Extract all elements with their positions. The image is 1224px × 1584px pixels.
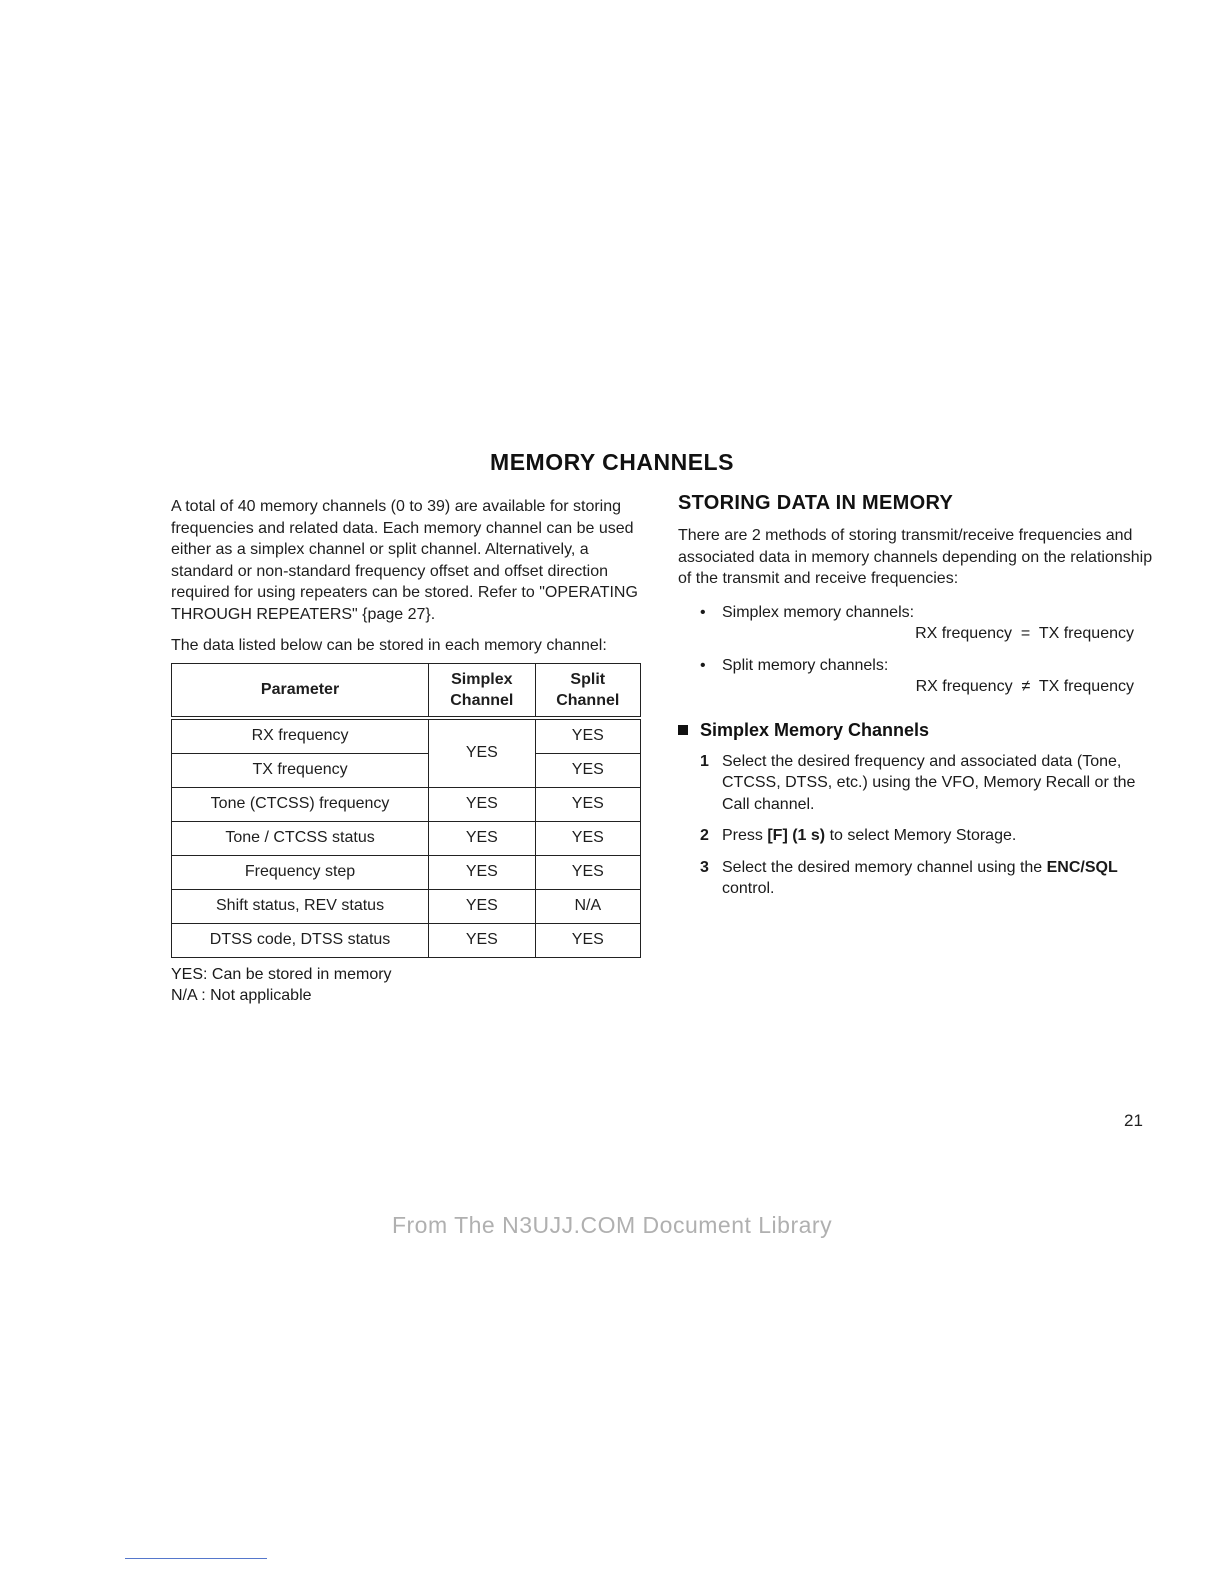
header-simplex-label: Simplex Channel [450, 670, 514, 709]
list-item [678, 751, 1158, 816]
list-item [678, 857, 1158, 900]
right-column [678, 492, 1158, 910]
header-split-label: Split Channel [556, 670, 620, 709]
step-number: 3 [700, 858, 709, 876]
step-number: 2 [700, 827, 709, 844]
cell-split: YES [535, 855, 640, 889]
cell-parameter: TX frequency [172, 753, 429, 787]
page-title: MEMORY CHANNELS [490, 449, 734, 475]
step-text-after: to select Memory Storage. [825, 827, 1017, 844]
step-number: 1 [700, 752, 709, 770]
bullet-split [678, 655, 1158, 698]
subsection-title [678, 720, 1158, 741]
cell-split: YES [535, 753, 640, 787]
cell-simplex-merged: YES [429, 719, 535, 787]
cell-parameter: Tone (CTCSS) frequency [172, 787, 429, 821]
step-key: ENC/SQL [1046, 858, 1118, 876]
cell-split: YES [535, 719, 640, 753]
step-key: [F] (1 s) [767, 827, 826, 844]
watermark: From The N3UJJ.COM Document Library [391, 1212, 833, 1238]
subsection-title-text: Simplex Memory Channels [700, 719, 930, 740]
cell-parameter: Frequency step [172, 855, 429, 889]
section-title: STORING DATA IN MEMORY [678, 492, 954, 514]
step-text: Select the desired frequency and associated data (Tone, CTCSS, DTSS, etc.) using the VFO, Memory Recall or the Call channel. [722, 752, 1136, 813]
bullet-relation: RX frequency = TX frequency [915, 625, 1134, 642]
cell-split: YES [535, 923, 640, 957]
cell-simplex: YES [429, 787, 535, 821]
page-number: 21 [1124, 1111, 1143, 1130]
step-text-before: Select the desired memory channel using the [722, 858, 1047, 876]
cell-split: N/A [535, 889, 640, 923]
cell-parameter: Shift status, REV status [172, 889, 429, 923]
step-text-before: Press [722, 827, 768, 844]
cell-parameter: DTSS code, DTSS status [172, 923, 429, 957]
bullet-label: Simplex memory channels: [722, 603, 915, 621]
bullet-label: Split memory channels: [722, 656, 889, 674]
memory-parameters-table [171, 663, 641, 958]
bullet-simplex [678, 602, 1158, 645]
table-row [172, 821, 641, 855]
footnote-rule [125, 1558, 267, 1559]
left-column [171, 496, 643, 1006]
table-row [172, 787, 641, 821]
note-yes: YES: Can be stored in memory [171, 965, 392, 983]
cell-split: YES [535, 787, 640, 821]
header-parameter: Parameter [172, 663, 429, 716]
step-text-after: control. [722, 858, 1123, 897]
table-row [172, 753, 641, 787]
square-bullet-icon [678, 725, 688, 735]
steps-list [678, 751, 1158, 900]
bullet-dot-icon: • [700, 656, 706, 674]
bullet-dot-icon: • [700, 603, 706, 621]
cell-simplex: YES [429, 889, 535, 923]
cell-parameter: RX frequency [172, 719, 429, 753]
cell-split: YES [535, 821, 640, 855]
cell-parameter: Tone / CTCSS status [172, 821, 429, 855]
table-notes [171, 964, 643, 1006]
cell-simplex: YES [429, 923, 535, 957]
table-row [172, 923, 641, 957]
note-na: N/A : Not applicable [171, 986, 312, 1004]
cell-simplex: YES [429, 855, 535, 889]
list-item [678, 825, 1158, 847]
cell-simplex: YES [429, 821, 535, 855]
header-split [535, 663, 640, 716]
table-intro-paragraph: The data listed below can be stored in each memory channel: [171, 637, 607, 654]
table-row [172, 889, 641, 923]
table-header-row [172, 663, 641, 716]
storing-intro-paragraph: There are 2 methods of storing transmit/receive frequencies and associated data in memory channels depending on the relationship of the transmit and receive frequencies: [678, 527, 1153, 587]
header-simplex [429, 663, 535, 716]
bullet-relation: RX frequency ≠ TX frequency [915, 678, 1134, 695]
table-row [172, 855, 641, 889]
memory-intro-paragraph: A total of 40 memory channels (0 to 39) are available for storing frequencies and related data. Each memory channel can be used either as a simplex channel or split channel. Alternatively, a standard or non-standard frequency offset and offset direction required for using repeaters can be stored. Refer to "OPERATING THROUGH REPEATERS" {page 27}. [171, 498, 638, 623]
table-row [172, 719, 641, 753]
